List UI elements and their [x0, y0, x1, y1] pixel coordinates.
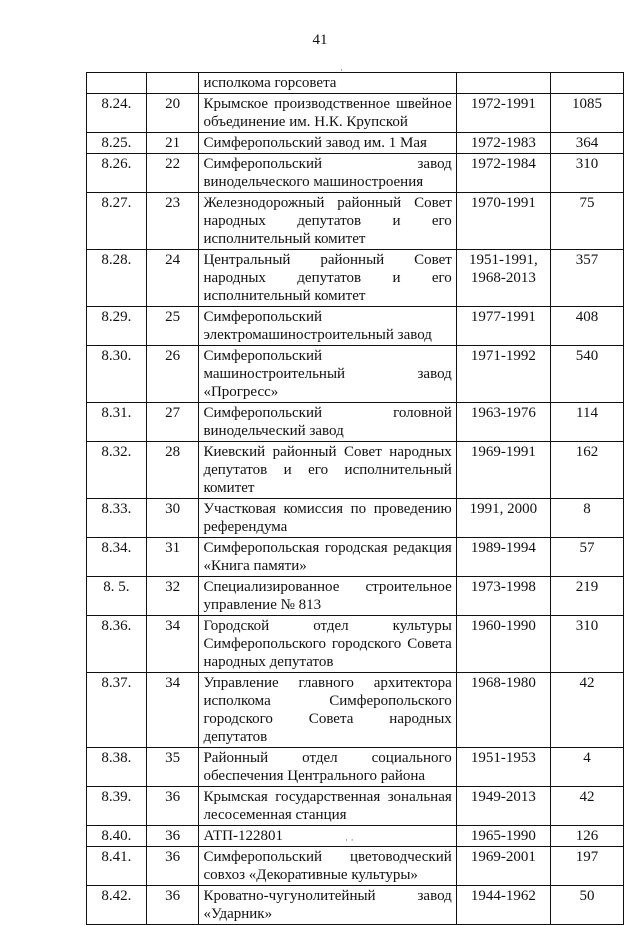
years-cell: [456, 73, 550, 94]
fonds-name-cell: [199, 154, 456, 193]
row-number-cell: 8.34.: [87, 538, 147, 577]
table-row: [87, 847, 624, 886]
inventory-cell: 36: [146, 826, 199, 847]
fonds-name-line: винодельческого машиностроения: [203, 174, 424, 190]
years-cell: [456, 133, 550, 154]
table-row: [87, 748, 624, 787]
fonds-name-cell: [199, 577, 456, 616]
fonds-name-line: Специализированное строительное: [203, 579, 452, 595]
fonds-name-line: лесосеменная станция: [203, 807, 347, 823]
years-cell: [456, 748, 550, 787]
fonds-name-line: Симферопольский: [203, 309, 322, 325]
table-row: [87, 616, 624, 673]
fonds-name-line: депутатов и его исполнительный: [203, 462, 452, 478]
archive-fonds-table: [86, 72, 624, 925]
file-count-cell: 364: [551, 133, 624, 154]
years-cell: [456, 250, 550, 307]
row-number-cell: 8.41.: [87, 847, 147, 886]
table-row: [87, 307, 624, 346]
inventory-cell: 27: [146, 403, 199, 442]
fonds-name-line: Крымская государственная зональная: [203, 789, 452, 805]
inventory-cell: 23: [146, 193, 199, 250]
years-line: 1972-1984: [470, 156, 536, 172]
years-cell: [456, 94, 550, 133]
row-number-cell: 8.28.: [87, 250, 147, 307]
inventory-cell: 28: [146, 442, 199, 499]
years-line: 1960-1990: [470, 618, 536, 634]
fonds-name-cell: [199, 538, 456, 577]
fonds-name-line: электромашиностроительный завод: [203, 327, 432, 343]
fonds-name-line: совхоз «Декоративные культуры»: [203, 867, 418, 883]
table-body: [87, 73, 624, 925]
fonds-name-line: винодельческий завод: [203, 423, 344, 439]
file-count-cell: 357: [551, 250, 624, 307]
file-count-cell: [551, 73, 624, 94]
fonds-name-line: Крымское производственное швейное: [203, 96, 452, 112]
years-line: 1951-1953: [470, 750, 536, 766]
row-number-cell: 8. 5.: [87, 577, 147, 616]
fonds-name-line: Участковая комиссия по проведению: [203, 501, 452, 517]
years-line: 1972-1983: [470, 135, 536, 151]
years-cell: [456, 193, 550, 250]
fonds-name-line: «Ударник»: [203, 906, 273, 922]
fonds-name-line: Железнодорожный районный Совет: [203, 195, 452, 211]
row-number-cell: 8.25.: [87, 133, 147, 154]
fonds-name-cell: [199, 673, 456, 748]
years-cell: [456, 403, 550, 442]
years-cell: [456, 616, 550, 673]
row-number-cell: [87, 73, 147, 94]
row-number-cell: 8.24.: [87, 94, 147, 133]
fonds-name-line: машиностроительный завод: [203, 366, 452, 382]
file-count-cell: 42: [551, 673, 624, 748]
fonds-name-cell: [199, 886, 456, 925]
fonds-name-line: Городской отдел культуры: [203, 618, 452, 634]
table-row: [87, 886, 624, 925]
fonds-name-cell: [199, 847, 456, 886]
fonds-name-cell: [199, 499, 456, 538]
fonds-name-line: народных депутатов и его: [203, 213, 452, 229]
table-row: [87, 250, 624, 307]
fonds-name-cell: [199, 787, 456, 826]
table-row: [87, 403, 624, 442]
table-row: [87, 787, 624, 826]
inventory-cell: [146, 73, 199, 94]
fonds-name-line: «Прогресс»: [203, 384, 279, 400]
file-count-cell: 540: [551, 346, 624, 403]
fonds-name-cell: [199, 826, 456, 847]
table-row: [87, 538, 624, 577]
fonds-name-cell: [199, 403, 456, 442]
years-cell: [456, 307, 550, 346]
fonds-name-cell: [199, 193, 456, 250]
file-count-cell: 57: [551, 538, 624, 577]
table-row: [87, 673, 624, 748]
inventory-cell: 26: [146, 346, 199, 403]
inventory-cell: 36: [146, 787, 199, 826]
fonds-name-line: обеспечения Центрального района: [203, 768, 426, 784]
inventory-cell: 20: [146, 94, 199, 133]
table-row: [87, 499, 624, 538]
years-line: 1944-1962: [470, 888, 536, 904]
fonds-name-line: Симферопольская городская редакция: [203, 540, 452, 556]
table-row: [87, 346, 624, 403]
scan-artifact: · ·: [345, 836, 354, 846]
fonds-name-line: Кроватно-чугунолитейный завод: [203, 888, 452, 904]
row-number-cell: 8.39.: [87, 787, 147, 826]
years-cell: [456, 154, 550, 193]
file-count-cell: 1085: [551, 94, 624, 133]
fonds-name-line: управление № 813: [203, 597, 322, 613]
years-cell: [456, 826, 550, 847]
years-line: 1971-1992: [470, 348, 536, 364]
years-cell: [456, 847, 550, 886]
fonds-name-line: Симферопольский завод им. 1 Мая: [203, 135, 427, 151]
years-cell: [456, 886, 550, 925]
fonds-name-line: Симферопольский завод: [203, 156, 452, 172]
years-line: 1951-1991,: [469, 252, 538, 268]
inventory-cell: 34: [146, 673, 199, 748]
row-number-cell: 8.32.: [87, 442, 147, 499]
table-row: [87, 442, 624, 499]
table-row: [87, 154, 624, 193]
table-row: [87, 826, 624, 847]
fonds-name-line: Киевский районный Совет народных: [203, 444, 452, 460]
fonds-name-cell: [199, 250, 456, 307]
years-cell: [456, 346, 550, 403]
row-number-cell: 8.31.: [87, 403, 147, 442]
row-number-cell: 8.33.: [87, 499, 147, 538]
fonds-name-cell: [199, 616, 456, 673]
fonds-name-line: АТП-122801: [203, 828, 283, 844]
years-line: 1968-1980: [470, 675, 536, 691]
fonds-name-cell: [199, 94, 456, 133]
row-number-cell: 8.30.: [87, 346, 147, 403]
fonds-name-line: народных депутатов и его: [203, 270, 452, 286]
file-count-cell: 75: [551, 193, 624, 250]
file-count-cell: 310: [551, 616, 624, 673]
row-number-cell: 8.27.: [87, 193, 147, 250]
fonds-name-line: референдума: [203, 519, 288, 535]
fonds-name-line: «Книга памяти»: [203, 558, 307, 574]
table-row: [87, 73, 624, 94]
years-cell: [456, 499, 550, 538]
years-line: 1968-2013: [470, 270, 536, 286]
inventory-cell: 24: [146, 250, 199, 307]
file-count-cell: 4: [551, 748, 624, 787]
inventory-cell: 25: [146, 307, 199, 346]
row-number-cell: 8.36.: [87, 616, 147, 673]
years-line: 1991, 2000: [469, 501, 538, 517]
fonds-name-cell: [199, 133, 456, 154]
fonds-name-line: комитет: [203, 480, 255, 496]
years-cell: [456, 538, 550, 577]
fonds-name-line: исполнительный комитет: [203, 288, 366, 304]
fonds-name-cell: [199, 442, 456, 499]
years-line: 1970-1991: [470, 195, 536, 211]
fonds-name-line: исполнительный комитет: [203, 231, 366, 247]
years-line: 1969-2001: [470, 849, 536, 865]
page-number: 41: [312, 32, 328, 48]
years-line: 1949-2013: [470, 789, 536, 805]
inventory-cell: 21: [146, 133, 199, 154]
years-line: 1965-1990: [470, 828, 536, 844]
fonds-name-cell: [199, 748, 456, 787]
file-count-cell: 50: [551, 886, 624, 925]
years-cell: [456, 442, 550, 499]
years-line: 1969-1991: [470, 444, 536, 460]
inventory-cell: 35: [146, 748, 199, 787]
file-count-cell: 219: [551, 577, 624, 616]
years-line: 1973-1998: [470, 579, 536, 595]
fonds-name-line: Управление главного архитектора: [203, 675, 452, 691]
row-number-cell: 8.42.: [87, 886, 147, 925]
scan-artifact: ·: [340, 66, 343, 76]
row-number-cell: 8.40.: [87, 826, 147, 847]
table-row: [87, 94, 624, 133]
file-count-cell: 8: [551, 499, 624, 538]
inventory-cell: 34: [146, 616, 199, 673]
fonds-name-line: Симферопольский головной: [203, 405, 452, 421]
fonds-name-line: Районный отдел социального: [203, 750, 452, 766]
file-count-cell: 42: [551, 787, 624, 826]
years-line: 1989-1994: [470, 540, 536, 556]
years-line: 1963-1976: [470, 405, 536, 421]
row-number-cell: 8.37.: [87, 673, 147, 748]
file-count-cell: 408: [551, 307, 624, 346]
years-cell: [456, 787, 550, 826]
fonds-name-line: исполкома горсовета: [203, 75, 337, 91]
inventory-cell: 32: [146, 577, 199, 616]
fonds-name-line: объединение им. Н.К. Крупской: [203, 114, 408, 130]
fonds-name-line: исполкома Симферопольского: [203, 693, 452, 709]
file-count-cell: 197: [551, 847, 624, 886]
file-count-cell: 162: [551, 442, 624, 499]
file-count-cell: 310: [551, 154, 624, 193]
fonds-name-line: Центральный районный Совет: [203, 252, 452, 268]
inventory-cell: 36: [146, 847, 199, 886]
fonds-name-line: Симферопольского городского Совета: [203, 636, 452, 652]
years-cell: [456, 673, 550, 748]
inventory-cell: 30: [146, 499, 199, 538]
inventory-cell: 31: [146, 538, 199, 577]
years-cell: [456, 577, 550, 616]
table-row: [87, 133, 624, 154]
inventory-cell: 36: [146, 886, 199, 925]
fonds-name-cell: [199, 73, 456, 94]
fonds-name-line: Симферопольский: [203, 348, 322, 364]
row-number-cell: 8.29.: [87, 307, 147, 346]
fonds-name-cell: [199, 307, 456, 346]
fonds-name-line: народных депутатов: [203, 654, 334, 670]
years-line: 1972-1991: [470, 96, 536, 112]
fonds-name-cell: [199, 346, 456, 403]
row-number-cell: 8.26.: [87, 154, 147, 193]
table-row: [87, 577, 624, 616]
table-row: [87, 193, 624, 250]
inventory-cell: 22: [146, 154, 199, 193]
file-count-cell: 114: [551, 403, 624, 442]
row-number-cell: 8.38.: [87, 748, 147, 787]
file-count-cell: 126: [551, 826, 624, 847]
fonds-name-line: городского Совета народных депутатов: [203, 711, 452, 745]
years-line: 1977-1991: [470, 309, 536, 325]
fonds-name-line: Симферопольский цветоводческий: [203, 849, 452, 865]
